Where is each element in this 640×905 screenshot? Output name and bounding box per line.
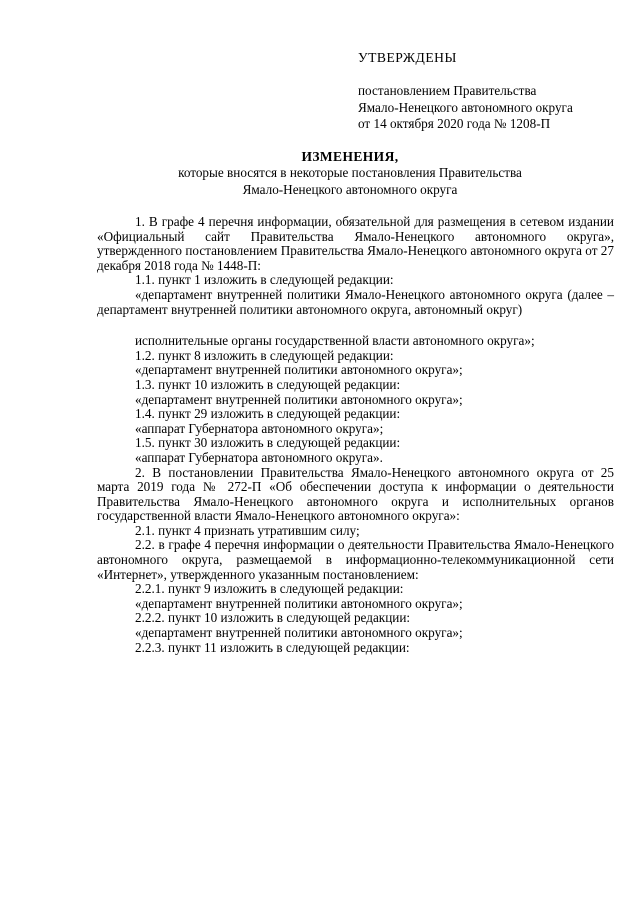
paragraph-2-2: 2.2. в графе 4 перечня информации о деятельности Правительства Ямало-Ненецкого автономного округа, размещаемой в информационно-телекоммуникационной сети «Интернет», утвержденного указанным постановлением: bbox=[97, 537, 614, 582]
approval-line: постановлением Правительства bbox=[358, 83, 537, 98]
approval-stamp: УТВЕРЖДЕНЫ bbox=[358, 50, 457, 65]
paragraph-2-2-2: 2.2.2. пункт 10 изложить в следующей редакции: bbox=[135, 610, 411, 626]
approval-line: от 14 октября 2020 года № 1208-П bbox=[358, 116, 551, 131]
quote-1-1: «департамент внутренней политики Ямало-Ненецкого автономного округа (далее – департамент внутренней политики автономного округа, автономный округ) bbox=[97, 286, 614, 317]
title-subline: которые вносятся в некоторые постановления Правительства bbox=[178, 165, 522, 180]
quote-1-3: «департамент внутренней политики автономного округа»; bbox=[135, 391, 463, 407]
document-title bbox=[0, 148, 640, 198]
paragraph-2-2-3: 2.2.3. пункт 11 изложить в следующей редакции: bbox=[135, 639, 410, 655]
paragraph-1: 1. В графе 4 перечня информации, обязательной для размещения в сетевом издании «Официальный сайт Правительства Ямало-Ненецкого автономного округа», утвержденного постановлением Правительства Ямало-Ненецкого автономного округа от 27 декабря 2018 года № 1448-П: bbox=[97, 214, 614, 273]
paragraph-1-3: 1.3. пункт 10 изложить в следующей редакции: bbox=[135, 376, 401, 392]
document-body bbox=[97, 215, 614, 655]
title-subline: Ямало-Ненецкого автономного округа bbox=[242, 181, 458, 197]
paragraph-2-2-1: 2.2.1. пункт 9 изложить в следующей редакции: bbox=[135, 581, 404, 597]
paragraph-1-5: 1.5. пункт 30 изложить в следующей редакции: bbox=[135, 435, 401, 451]
approval-details bbox=[358, 83, 573, 133]
paragraph-2-1: 2.1. пункт 4 признать утратившим силу; bbox=[135, 522, 360, 538]
quote-1-4: «аппарат Губернатора автономного округа»; bbox=[135, 420, 384, 436]
title-main: ИЗМЕНЕНИЯ, bbox=[301, 149, 399, 164]
quote-2-2-2: «департамент внутренней политики автономного округа»; bbox=[135, 625, 463, 641]
quote-1-5: «аппарат Губернатора автономного округа». bbox=[135, 449, 383, 465]
quote-1-2: «департамент внутренней политики автономного округа»; bbox=[135, 362, 463, 378]
quote-2-2-1: «департамент внутренней политики автономного округа»; bbox=[135, 595, 463, 611]
quote-1-1-continued: исполнительные органы государственной власти автономного округа»; bbox=[135, 333, 535, 349]
approval-line: Ямало-Ненецкого автономного округа bbox=[358, 99, 573, 115]
paragraph-1-1: 1.1. пункт 1 изложить в следующей редакции: bbox=[135, 272, 394, 288]
paragraph-1-2: 1.2. пункт 8 изложить в следующей редакции: bbox=[135, 347, 394, 363]
paragraph-1-4: 1.4. пункт 29 изложить в следующей редакции: bbox=[135, 406, 401, 422]
paragraph-2: 2. В постановлении Правительства Ямало-Ненецкого автономного округа от 25 марта 2019 года № 272-П «Об обеспечении доступа к информации о деятельности Правительства Ямало-Ненецкого автономного округа и исполнительных органов государственной власти Ямало-Ненецкого автономного округа»: bbox=[97, 464, 614, 524]
